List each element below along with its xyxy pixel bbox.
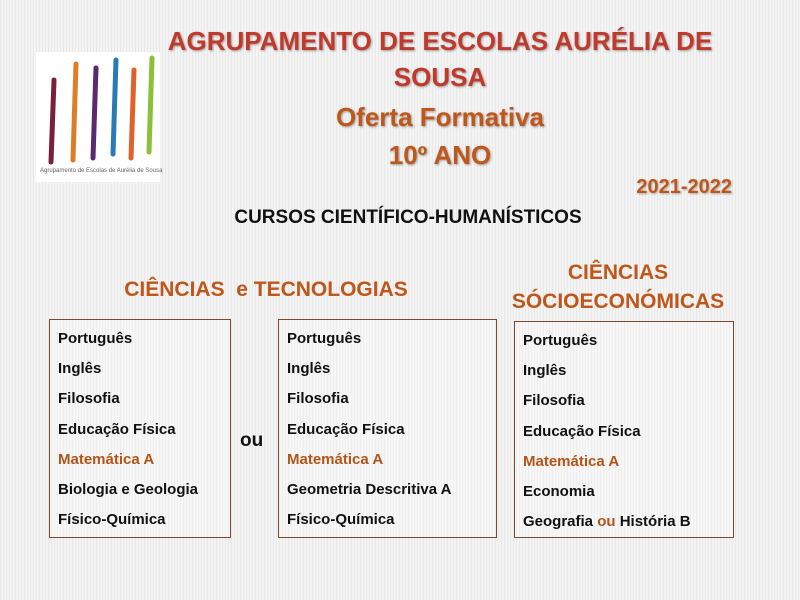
school-logo (36, 52, 163, 182)
subject-item: Educação Física (287, 420, 405, 438)
page-title-line1: AGRUPAMENTO DE ESCOLAS AURÉLIA DE (167, 26, 713, 56)
subject-item: Português (523, 332, 598, 349)
heading-ciencias-tecnologias: CIÊNCIAS e TECNOLOGIAS (124, 278, 408, 301)
heading-socioeconomicas-line2: SÓCIOECONÓMICAS (511, 290, 725, 313)
subject-item: Físico-Química (58, 511, 166, 529)
subject-item: Físico-Química (287, 511, 395, 529)
subject-item: Biologia e Geologia (58, 480, 199, 498)
subject-item: Inglês (523, 362, 567, 380)
subject-item-highlight: Matemática A (287, 450, 384, 468)
school-year: 2021-2022 (636, 176, 732, 198)
heading-socioeconomicas-line1: CIÊNCIAS (567, 261, 669, 284)
subject-item: Filosofia (287, 390, 349, 408)
heading-socioeconomicas (500, 258, 736, 316)
or-label: ou (240, 430, 264, 451)
subject-item-highlight: Matemática A (58, 450, 155, 468)
page-title-line2: SOUSA (393, 62, 487, 92)
subject-item: Educação Física (58, 420, 176, 438)
subject-item-highlight: Matemática A (523, 452, 620, 470)
subject-geografia: Geografia (523, 513, 594, 531)
subjects-box-socioeconomicas (514, 321, 734, 538)
subject-historia-b: História B (619, 513, 691, 531)
subjects-box-ct-option-a (49, 319, 231, 538)
subject-or-label: ou (597, 513, 616, 531)
subject-item-choice (523, 507, 725, 537)
logo-stripes-icon (36, 52, 163, 182)
logo-caption: Agrupamento de Escolas de Aurélia de Sousa (40, 168, 163, 174)
subject-item: Português (58, 330, 133, 347)
subject-item: Inglês (58, 360, 102, 378)
section-title: CURSOS CIENTÍFICO-HUMANÍSTICOS (234, 207, 582, 228)
subject-item: Português (287, 330, 362, 347)
grade-label: 10º ANO (388, 140, 492, 170)
subject-item: Filosofia (58, 390, 120, 408)
subjects-box-ct-option-b (278, 319, 497, 538)
subject-item: Economia (523, 482, 595, 500)
subject-item: Educação Física (523, 422, 641, 440)
subject-item: Geometria Descritiva A (287, 480, 452, 498)
subject-item: Inglês (287, 360, 331, 378)
subject-item: Filosofia (523, 392, 585, 410)
page-subtitle: Oferta Formativa (335, 102, 545, 132)
